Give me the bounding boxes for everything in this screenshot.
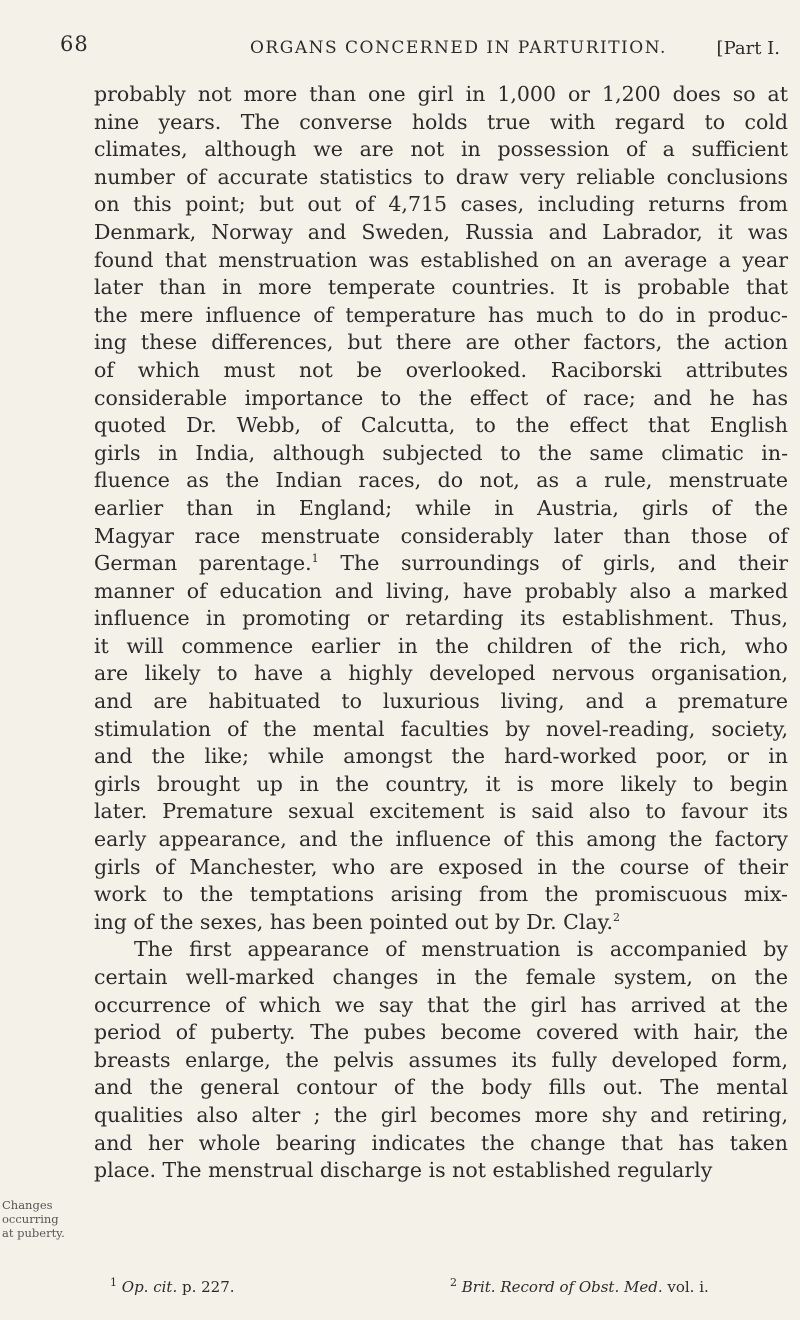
footnote-mark: 1 xyxy=(110,1276,117,1289)
footnote-2 xyxy=(450,1278,709,1296)
margin-note xyxy=(2,1198,66,1240)
running-header xyxy=(60,26,780,66)
text-line xyxy=(94,385,788,413)
text-line-content: the mere influence of temperature has much to do in produc- xyxy=(94,302,788,327)
text-line xyxy=(94,743,788,771)
text-line-content: earlier than in England; while in Austria, girls of the xyxy=(94,495,788,520)
text-line-content: girls of Manchester, who are exposed in the course of their xyxy=(94,854,788,879)
footnote-1 xyxy=(110,1278,235,1296)
text-line xyxy=(94,1019,788,1047)
margin-note-line: occurring xyxy=(2,1212,59,1226)
text-line xyxy=(94,523,788,551)
text-line-content: work to the temptations arising from the promiscuous mix- xyxy=(94,882,788,907)
margin-note-line: Changes xyxy=(2,1198,53,1212)
text-line xyxy=(94,550,788,578)
footnote-ref: 1 xyxy=(311,552,319,566)
text-line xyxy=(94,716,788,744)
text-line-content: place. The menstrual discharge is not established regularly xyxy=(94,1158,713,1183)
text-line xyxy=(94,81,788,109)
text-line xyxy=(94,467,788,495)
text-line xyxy=(94,1047,788,1075)
text-line-content: certain well-marked changes in the female system, on the xyxy=(94,965,788,989)
text-line xyxy=(94,136,788,164)
body-text xyxy=(94,81,788,1185)
text-line-content: considerable importance to the effect of race; and he has xyxy=(94,385,788,410)
running-title: ORGANS CONCERNED IN PARTURITION. xyxy=(250,38,667,58)
text-line-content: stimulation of the mental faculties by novel-reading, society, xyxy=(94,716,788,741)
text-line xyxy=(94,109,788,137)
text-line-content: and the like; while amongst the hard-worked poor, or in xyxy=(94,744,788,769)
text-line xyxy=(94,164,788,192)
text-line-content: and are habituated to luxurious living, and a premature xyxy=(94,689,788,714)
text-line-content: fluence as the Indian races, do not, as a rule, menstruate xyxy=(94,468,788,493)
text-line-content: later than in more temperate countries. It is probable that xyxy=(94,275,788,300)
text-line-content: on this point; but out of 4,715 cases, including returns from xyxy=(94,192,788,217)
margin-note-line: at puberty. xyxy=(2,1226,65,1240)
text-line xyxy=(94,219,788,247)
footnote-mark: 2 xyxy=(450,1276,457,1289)
text-line-content: later. Premature sexual excitement is said also to favour its xyxy=(94,799,788,824)
text-line xyxy=(94,495,788,523)
text-line-content: German parentage. xyxy=(94,551,312,576)
text-line xyxy=(94,440,788,468)
text-line xyxy=(94,357,788,385)
text-line xyxy=(94,964,788,992)
footnote-volume: vol. i. xyxy=(662,1278,709,1296)
text-line-content: breasts enlarge, the pelvis assumes its fully developed form, xyxy=(94,1047,788,1072)
text-line xyxy=(94,605,788,633)
text-line-content: Denmark, Norway and Sweden, Russia and Labrador, it was xyxy=(94,219,788,244)
text-line xyxy=(94,660,788,688)
text-line xyxy=(94,1157,788,1185)
text-line-content: nine years. The converse holds true with regard to cold xyxy=(94,109,788,134)
text-line xyxy=(94,992,788,1020)
footnote-page: p. 227. xyxy=(177,1278,235,1296)
text-line-content: girls in India, although subjected to the same climatic in- xyxy=(94,440,788,465)
text-line xyxy=(94,302,788,330)
text-line xyxy=(94,329,788,357)
text-line-content: The first appearance of menstruation is accompanied by xyxy=(134,937,788,962)
text-line-content: early appearance, and the influence of this among the factory xyxy=(94,827,788,852)
text-line-content: found that menstruation was established on an average a year xyxy=(94,247,788,272)
page-number: 68 xyxy=(60,32,89,56)
text-line-content: period of puberty. The pubes become covered with hair, the xyxy=(94,1020,788,1045)
text-line-content: and the general contour of the body fills out. The mental xyxy=(94,1075,788,1100)
text-line-content: of which must not be overlooked. Raciborski attributes xyxy=(94,357,788,382)
text-line-content: number of accurate statistics to draw very reliable conclusions xyxy=(94,164,788,189)
text-line xyxy=(94,191,788,219)
text-line xyxy=(94,936,788,964)
text-line xyxy=(94,688,788,716)
text-line xyxy=(94,771,788,799)
footnote-source: Brit. Record of Obst. Med. xyxy=(461,1278,663,1296)
text-line xyxy=(94,274,788,302)
text-line-content: climates, although we are not in possession of a sufficient xyxy=(94,137,788,162)
text-line-content: influence in promoting or retarding its establishment. Thus, xyxy=(94,606,788,631)
text-line-content: occurrence of which we say that the girl has arrived at the xyxy=(94,992,788,1017)
text-line xyxy=(94,1102,788,1130)
text-line xyxy=(94,798,788,826)
part-label: [Part I. xyxy=(716,38,780,59)
text-line-content: are likely to have a highly developed nervous organisation, xyxy=(94,661,788,686)
text-line xyxy=(94,247,788,275)
text-line xyxy=(94,1074,788,1102)
text-line-content: it will commence earlier in the children of the rich, who xyxy=(94,633,788,658)
text-line xyxy=(94,633,788,661)
text-line-content: girls brought up in the country, it is more likely to begin xyxy=(94,771,788,796)
text-line-continuation: The surroundings of girls, and their xyxy=(318,551,788,576)
text-line xyxy=(94,412,788,440)
text-line xyxy=(94,881,788,909)
footnote-ref: 2 xyxy=(613,910,621,924)
text-line-content: Magyar race menstruate considerably later than those of xyxy=(94,523,788,548)
text-line-content: qualities also alter ; the girl becomes more shy and retiring, xyxy=(94,1102,788,1127)
text-line-content: quoted Dr. Webb, of Calcutta, to the effect that English xyxy=(94,413,788,438)
footnote-source: Op. cit. xyxy=(121,1278,178,1296)
text-line xyxy=(94,909,788,937)
text-line xyxy=(94,854,788,882)
text-line-content: probably not more than one girl in 1,000 or 1,200 does so at xyxy=(94,82,788,106)
text-line-content: ing these differences, but there are other factors, the action xyxy=(94,330,788,355)
text-line xyxy=(94,826,788,854)
text-line xyxy=(94,1130,788,1158)
text-line-content: ing of the sexes, has been pointed out by Dr. Clay. xyxy=(94,909,614,934)
text-line-content: manner of education and living, have probably also a marked xyxy=(94,578,788,603)
text-line xyxy=(94,578,788,606)
text-line-content: and her whole bearing indicates the change that has taken xyxy=(94,1130,788,1155)
